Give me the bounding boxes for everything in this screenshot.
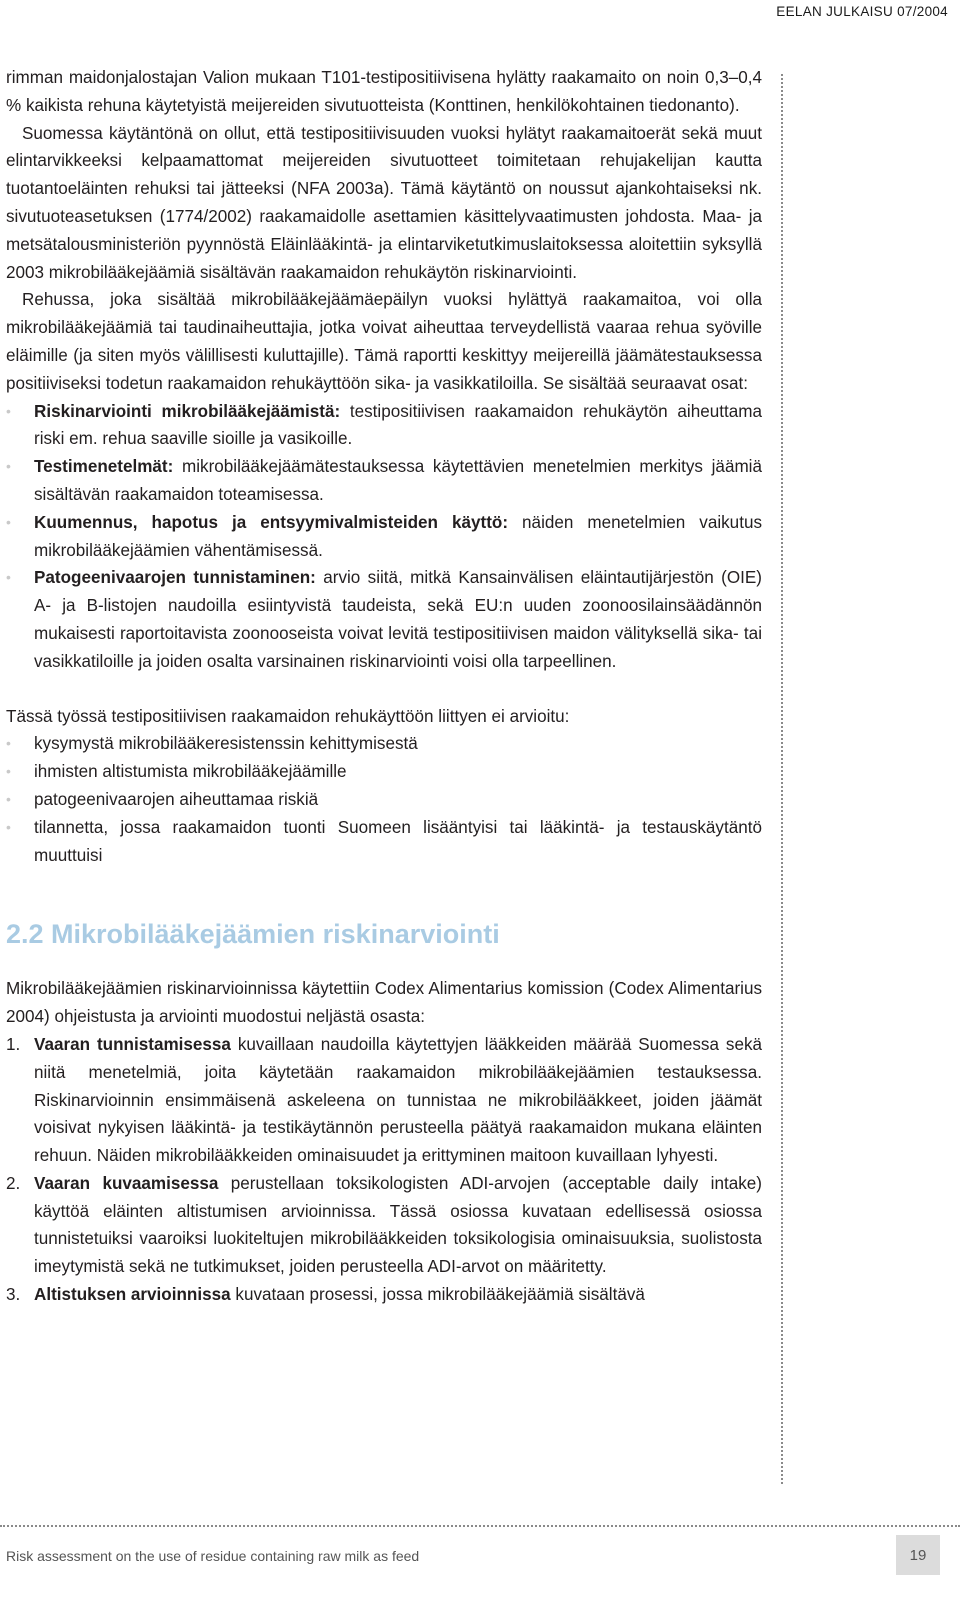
paragraph: Mikrobilääkejäämien riskinarvioinnissa käytettiin Codex Alimentarius komission (Codex Alimentarius 2004) ohjeistusta ja arviointi muodostui neljästä osasta:: [6, 979, 762, 1027]
list-item: 3. Altistuksen arvioinnissa kuvataan prosessi, jossa mikrobilääkejäämiä sisältävä: [6, 1285, 645, 1305]
list-item: 1. Vaaran tunnistamisessa kuvaillaan naudoilla käytettyjen lääkkeiden määrää Suomessa sekä niitä menetelmiä, joita käytetään raakamaidon mikrobilääkejäämien testauksessa. Riskinarvioinnin ensimmäisenä askeleena on tunnistaa ne mikrobilääkkeet, joiden jäämät voisivat nykyisen lääkintä- ja testikäytännön perusteella päätyä raakamaidon mukana eläinten rehuun. Näiden mikrobilääkkeiden ominaisuudet ja erittyminen maitoon kuvaillaan lyhyesti.: [6, 1034, 762, 1166]
report-parts-list: [6, 398, 762, 676]
section-heading: 2.2 Mikrobilääkejäämien riskinarviointi: [6, 919, 500, 950]
page-number: 19: [896, 1535, 940, 1575]
list-item: • Kuumennus, hapotus ja entsyymivalmisteiden käyttö: näiden menetelmien vaikutus mikrobilääkejäämien vähentämisessä.: [6, 509, 762, 565]
footer-title: Risk assessment on the use of residue containing raw milk as feed: [6, 1548, 420, 1564]
list-item: • tilannetta, jossa raakamaidon tuonti Suomeen lisääntyisi tai lääkintä- ja testauskäytäntö muuttuisi: [6, 814, 762, 870]
paragraph: Rehussa, joka sisältää mikrobilääkejäämäepäilyn vuoksi hylättyä raakamaitoa, voi olla mikrobilääkejäämiä tai taudinaiheuttajia, jotka voivat aiheuttaa terveydellistä vaaraa rehua syöville eläimille (ja siten myös välillisesti kuluttajille). Tämä raportti keskittyy meijereillä jäämätestauksessa positiiviseksi todetun raakamaidon rehukäyttöön sika- ja vasikkatiloilla. Se sisältää seuraavat osat:: [6, 290, 762, 393]
margin-dotted-rule: [781, 74, 783, 1484]
assessment-steps-list: [6, 1031, 762, 1309]
list-item: • Testimenetelmät: mikrobilääkejäämätestauksessa käytettävien menetelmien merkitys jäämiä sisältävän raakamaidon toteamisessa.: [6, 453, 762, 509]
not-assessed-list: [6, 730, 762, 869]
list-item: • patogeenivaarojen aiheuttamaa riskiä: [6, 786, 762, 814]
paragraph: rimman maidonjalostajan Valion mukaan T101-testipositiivisena hylätty raakamaito on noin 0,3–0,4 % kaikista rehuna käytetyistä meijereiden sivutuotteista (Konttinen, henkilökohtainen tiedonanto).: [6, 68, 762, 115]
body-text: [6, 64, 762, 1309]
list-item: • kysymystä mikrobilääkeresistenssin kehittymisestä: [6, 730, 762, 758]
paragraph: Tässä työssä testipositiivisen raakamaidon rehukäyttöön liittyen ei arvioitu:: [6, 706, 570, 726]
footer-dotted-rule: [0, 1525, 960, 1527]
paragraph: Suomessa käytäntönä on ollut, että testipositiivisuuden vuoksi hylätyt raakamaitoerät sekä muut elintarvikkeeksi kelpaamattomat meijereiden sivutuotteet toimitetaan rehujakelijan kautta tuotantoeläinten rehuksi tai jätteeksi (NFA 2003a). Tämä käytäntö on noussut ajankohtaiseksi nk. sivutuoteasetuksen (1774/2002) raakamaidolle asettamien käsittelyvaatimusten johdosta. Maa- ja metsätalousministeriön pyynnöstä Eläinlääkintä- ja elintarviketutkimuslaitoksessa aloitettiin syksyllä 2003 mikrobilääkejäämiä sisältävän raakamaidon rehukäytön riskinarviointi.: [6, 123, 762, 282]
list-item: • Riskinarviointi mikrobilääkejäämistä: testipositiivisen raakamaidon rehukäytön aiheuttama riski em. rehua saaville sioille ja vasikoille.: [6, 398, 762, 454]
list-item: 2. Vaaran kuvaamisessa perustellaan toksikologisten ADI-arvojen (acceptable daily intake) käyttöä eläinten altistumisen arvioinnissa. Tässä osiossa kuvataan edellisessä osiossa tunnistetuiksi vaaroiksi luokiteltujen mikrobilääkkeiden toksikologisia ominaisuuksia, suolistosta imeytymistä sekä ne tutkimukset, joiden perusteella ADI-arvot on määritetty.: [6, 1173, 762, 1277]
list-item: • ihmisten altistumista mikrobilääkejäämille: [6, 758, 762, 786]
list-item: • Patogeenivaarojen tunnistaminen: arvio siitä, mitkä Kansainvälisen eläintautijärjestön (OIE) A- ja B-listojen naudoilla esiintyvistä taudeista, sekä EU:n uuden zoonoosilainsäädännön mukaisesti raportoitavista zoonooseista voivat levitä testipositiivisen maidon välityksellä sika- tai vasikkatiloille ja joiden osalta varsinainen riskinarviointi voisi olla tarpeellinen.: [6, 564, 762, 675]
publication-header: EELAN JULKAISU 07/2004: [776, 4, 948, 19]
